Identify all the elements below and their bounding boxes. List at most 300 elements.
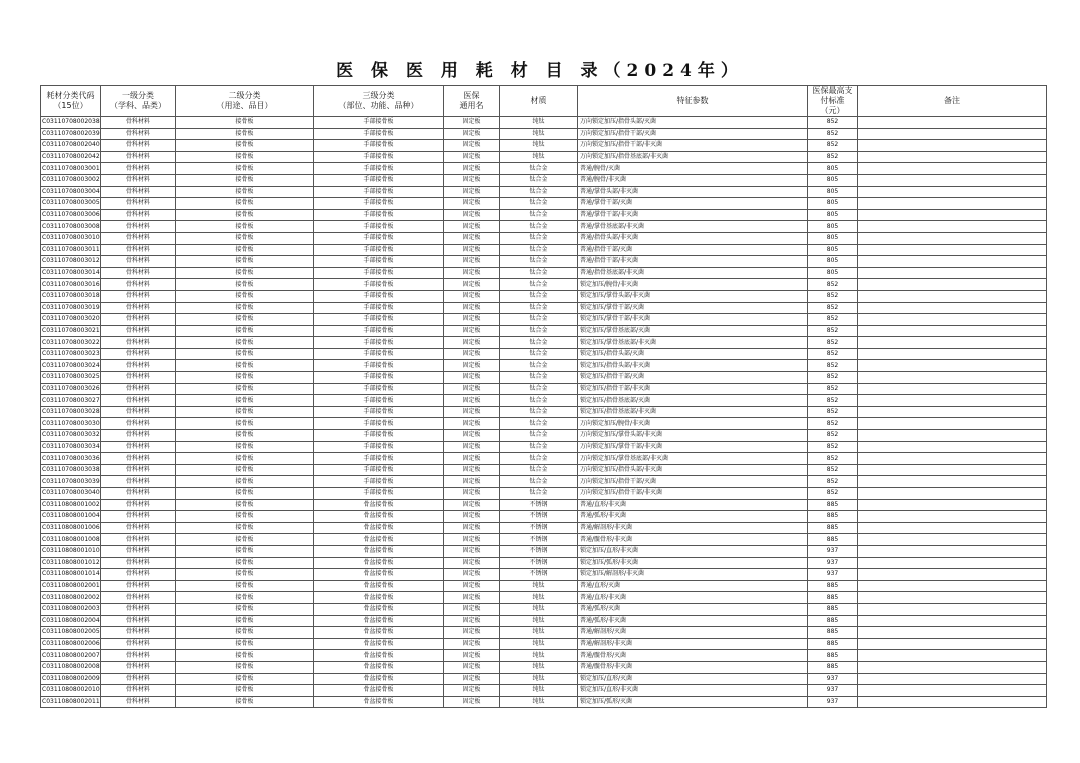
cell-level3: 骨盆接骨板: [314, 685, 444, 697]
cell-level2: 接骨板: [176, 209, 314, 221]
cell-material: 不锈钢: [500, 511, 578, 523]
cell-generic-name: 固定板: [444, 221, 500, 233]
cell-level2: 接骨板: [176, 117, 314, 129]
cell-level3: 手部接骨板: [314, 267, 444, 279]
table-row: [41, 534, 1047, 546]
cell-code: C03110708003027: [41, 395, 101, 407]
cell-level1: 骨科材料: [101, 209, 176, 221]
cell-generic-name: 固定板: [444, 418, 500, 430]
cell-code: C03110808001006: [41, 522, 101, 534]
cell-remarks: [858, 476, 1047, 488]
cell-remarks: [858, 267, 1047, 279]
cell-features: 普通/掌骨干部/灭菌: [578, 198, 808, 210]
cell-max-payment: 885: [808, 511, 858, 523]
cell-features: 锁定加压/掌骨干部/非灭菌: [578, 314, 808, 326]
cell-material: 钛合金: [500, 430, 578, 442]
cell-level2: 接骨板: [176, 256, 314, 268]
cell-max-payment: 937: [808, 557, 858, 569]
cell-remarks: [858, 673, 1047, 685]
table-row: [41, 372, 1047, 384]
cell-level1: 骨科材料: [101, 337, 176, 349]
cell-generic-name: 固定板: [444, 267, 500, 279]
page-title: 医 保 医 用 耗 材 目 录（2024年）: [336, 61, 744, 81]
table-row: [41, 418, 1047, 430]
cell-remarks: [858, 511, 1047, 523]
cell-code: C03110708003032: [41, 430, 101, 442]
cell-code: C03110808002003: [41, 603, 101, 615]
cell-features: 锁定加压/指骨基底部/灭菌: [578, 395, 808, 407]
cell-remarks: [858, 256, 1047, 268]
cell-generic-name: 固定板: [444, 603, 500, 615]
cell-level1: 骨科材料: [101, 464, 176, 476]
cell-level2: 接骨板: [176, 511, 314, 523]
cell-level2: 接骨板: [176, 592, 314, 604]
cell-level1: 骨科材料: [101, 244, 176, 256]
cell-features: 锁定加压/直形/灭菌: [578, 673, 808, 685]
cell-code: C03110808002006: [41, 638, 101, 650]
cell-remarks: [858, 302, 1047, 314]
cell-level1: 骨科材料: [101, 117, 176, 129]
cell-level2: 接骨板: [176, 488, 314, 500]
cell-remarks: [858, 615, 1047, 627]
cell-level1: 骨科材料: [101, 348, 176, 360]
cell-features: 普通/弧形/非灭菌: [578, 511, 808, 523]
cell-level3: 骨盆接骨板: [314, 580, 444, 592]
cell-level3: 骨盆接骨板: [314, 592, 444, 604]
cell-generic-name: 固定板: [444, 557, 500, 569]
cell-remarks: [858, 337, 1047, 349]
cell-level3: 骨盆接骨板: [314, 650, 444, 662]
cell-code: C03110808002005: [41, 627, 101, 639]
cell-level2: 接骨板: [176, 198, 314, 210]
cell-max-payment: 937: [808, 696, 858, 708]
cell-level3: 手部接骨板: [314, 128, 444, 140]
cell-remarks: [858, 383, 1047, 395]
cell-features: 普通/弧形/灭菌: [578, 603, 808, 615]
cell-generic-name: 固定板: [444, 650, 500, 662]
cell-generic-name: 固定板: [444, 372, 500, 384]
cell-level3: 手部接骨板: [314, 418, 444, 430]
cell-level1: 骨科材料: [101, 638, 176, 650]
cell-max-payment: 852: [808, 348, 858, 360]
cell-material: 钛合金: [500, 476, 578, 488]
cell-code: C03110708003020: [41, 314, 101, 326]
cell-level1: 骨科材料: [101, 174, 176, 186]
table-row: [41, 256, 1047, 268]
cell-remarks: [858, 290, 1047, 302]
cell-remarks: [858, 685, 1047, 697]
cell-features: 万向锁定加压/指骨干部/非灭菌: [578, 488, 808, 500]
cell-level1: 骨科材料: [101, 279, 176, 291]
cell-level1: 骨科材料: [101, 163, 176, 175]
cell-level1: 骨科材料: [101, 696, 176, 708]
cell-level3: 手部接骨板: [314, 348, 444, 360]
cell-level3: 手部接骨板: [314, 256, 444, 268]
cell-code: C03110808002001: [41, 580, 101, 592]
cell-code: C03110708002038: [41, 117, 101, 129]
cell-remarks: [858, 592, 1047, 604]
cell-level2: 接骨板: [176, 151, 314, 163]
table-row: [41, 360, 1047, 372]
cell-level3: 手部接骨板: [314, 221, 444, 233]
cell-remarks: [858, 372, 1047, 384]
cell-features: 普通/指骨干部/灭菌: [578, 244, 808, 256]
cell-features: 锁定加压/掌骨基底部/非灭菌: [578, 337, 808, 349]
cell-level3: 手部接骨板: [314, 290, 444, 302]
cell-generic-name: 固定板: [444, 198, 500, 210]
cell-remarks: [858, 661, 1047, 673]
cell-remarks: [858, 117, 1047, 129]
cell-features: 锁定加压/指骨干部/灭菌: [578, 372, 808, 384]
cell-max-payment: 852: [808, 314, 858, 326]
cell-features: 锁定加压/掌骨基底部/灭菌: [578, 325, 808, 337]
cell-level2: 接骨板: [176, 232, 314, 244]
cell-level2: 接骨板: [176, 627, 314, 639]
cell-features: 锁定加压/弧形/非灭菌: [578, 557, 808, 569]
cell-level2: 接骨板: [176, 545, 314, 557]
table-row: [41, 174, 1047, 186]
cell-remarks: [858, 418, 1047, 430]
cell-code: C03110808002004: [41, 615, 101, 627]
table-row: [41, 638, 1047, 650]
cell-level3: 骨盆接骨板: [314, 673, 444, 685]
cell-material: 钛合金: [500, 163, 578, 175]
cell-level3: 手部接骨板: [314, 244, 444, 256]
cell-remarks: [858, 696, 1047, 708]
cell-level1: 骨科材料: [101, 383, 176, 395]
cell-material: 纯钛: [500, 650, 578, 662]
cell-generic-name: 固定板: [444, 290, 500, 302]
cell-features: 普通/掌骨干部/非灭菌: [578, 209, 808, 221]
cell-material: 纯钛: [500, 117, 578, 129]
cell-level1: 骨科材料: [101, 267, 176, 279]
cell-generic-name: 固定板: [444, 232, 500, 244]
cell-features: 普通/解剖形/灭菌: [578, 627, 808, 639]
cell-level3: 手部接骨板: [314, 163, 444, 175]
cell-max-payment: 852: [808, 290, 858, 302]
cell-max-payment: 852: [808, 151, 858, 163]
cell-code: C03110708003022: [41, 337, 101, 349]
cell-code: C03110808002002: [41, 592, 101, 604]
cell-material: 不锈钢: [500, 557, 578, 569]
cell-code: C03110808002011: [41, 696, 101, 708]
cell-level3: 手部接骨板: [314, 186, 444, 198]
cell-code: C03110708003036: [41, 453, 101, 465]
cell-material: 钛合金: [500, 488, 578, 500]
cell-level1: 骨科材料: [101, 198, 176, 210]
cell-features: 万向锁定加压/指骨干部/灭菌: [578, 476, 808, 488]
cell-level1: 骨科材料: [101, 325, 176, 337]
table-row: [41, 314, 1047, 326]
cell-max-payment: 885: [808, 603, 858, 615]
cell-generic-name: 固定板: [444, 545, 500, 557]
cell-level3: 手部接骨板: [314, 314, 444, 326]
cell-level1: 骨科材料: [101, 232, 176, 244]
cell-generic-name: 固定板: [444, 337, 500, 349]
cell-material: 钛合金: [500, 221, 578, 233]
cell-code: C03110808001002: [41, 499, 101, 511]
table-row: [41, 592, 1047, 604]
cell-features: 普通/髋骨形/非灭菌: [578, 534, 808, 546]
cell-level2: 接骨板: [176, 522, 314, 534]
cell-generic-name: 固定板: [444, 128, 500, 140]
cell-level3: 手部接骨板: [314, 209, 444, 221]
cell-level3: 手部接骨板: [314, 174, 444, 186]
cell-generic-name: 固定板: [444, 395, 500, 407]
cell-remarks: [858, 128, 1047, 140]
cell-max-payment: 805: [808, 186, 858, 198]
cell-level2: 接骨板: [176, 673, 314, 685]
cell-level1: 骨科材料: [101, 603, 176, 615]
cell-code: C03110708003006: [41, 209, 101, 221]
table-row: [41, 545, 1047, 557]
cell-features: 锁定加压/指骨干部/非灭菌: [578, 383, 808, 395]
cell-level1: 骨科材料: [101, 418, 176, 430]
cell-material: 纯钛: [500, 140, 578, 152]
header-code: 耗材分类代码 （15位）: [41, 86, 101, 117]
cell-material: 钛合金: [500, 279, 578, 291]
cell-remarks: [858, 221, 1047, 233]
cell-material: 钛合金: [500, 383, 578, 395]
table-row: [41, 627, 1047, 639]
cell-code: C03110708003024: [41, 360, 101, 372]
table-row: [41, 685, 1047, 697]
table-row: [41, 511, 1047, 523]
cell-generic-name: 固定板: [444, 151, 500, 163]
cell-remarks: [858, 140, 1047, 152]
table-row: [41, 383, 1047, 395]
cell-level2: 接骨板: [176, 464, 314, 476]
cell-material: 钛合金: [500, 348, 578, 360]
cell-features: 普通/指骨头部/非灭菌: [578, 232, 808, 244]
cell-generic-name: 固定板: [444, 302, 500, 314]
cell-max-payment: 937: [808, 545, 858, 557]
cell-code: C03110708003004: [41, 186, 101, 198]
cell-remarks: [858, 464, 1047, 476]
cell-level2: 接骨板: [176, 476, 314, 488]
cell-level3: 手部接骨板: [314, 453, 444, 465]
cell-level1: 骨科材料: [101, 302, 176, 314]
cell-remarks: [858, 650, 1047, 662]
cell-level2: 接骨板: [176, 650, 314, 662]
cell-level2: 接骨板: [176, 453, 314, 465]
table-row: [41, 522, 1047, 534]
cell-material: 钛合金: [500, 406, 578, 418]
cell-material: 纯钛: [500, 638, 578, 650]
cell-max-payment: 852: [808, 128, 858, 140]
header-generic-name: 医保 通用名: [444, 86, 500, 117]
cell-material: 钛合金: [500, 337, 578, 349]
cell-level1: 骨科材料: [101, 580, 176, 592]
table-row: [41, 615, 1047, 627]
cell-remarks: [858, 488, 1047, 500]
cell-remarks: [858, 198, 1047, 210]
cell-level3: 手部接骨板: [314, 476, 444, 488]
cell-level2: 接骨板: [176, 360, 314, 372]
cell-remarks: [858, 603, 1047, 615]
table-row: [41, 163, 1047, 175]
cell-features: 锁定加压/直形/非灭菌: [578, 545, 808, 557]
cell-max-payment: 852: [808, 383, 858, 395]
cell-material: 不锈钢: [500, 499, 578, 511]
table-row: [41, 673, 1047, 685]
cell-features: 锁定加压/解剖形/非灭菌: [578, 569, 808, 581]
cell-level3: 骨盆接骨板: [314, 569, 444, 581]
cell-level2: 接骨板: [176, 406, 314, 418]
cell-remarks: [858, 627, 1047, 639]
cell-level1: 骨科材料: [101, 673, 176, 685]
cell-max-payment: 937: [808, 685, 858, 697]
table-row: [41, 186, 1047, 198]
cell-max-payment: 805: [808, 244, 858, 256]
cell-code: C03110808001004: [41, 511, 101, 523]
cell-remarks: [858, 151, 1047, 163]
cell-level3: 手部接骨板: [314, 232, 444, 244]
table-row: [41, 117, 1047, 129]
cell-features: 普通/腕骨/非灭菌: [578, 174, 808, 186]
table-row: [41, 499, 1047, 511]
cell-remarks: [858, 406, 1047, 418]
table-row: [41, 151, 1047, 163]
cell-features: 万向锁定加压/指骨干部/非灭菌: [578, 140, 808, 152]
cell-features: 普通/弧形/非灭菌: [578, 615, 808, 627]
cell-features: 锁定加压/指骨头部/非灭菌: [578, 360, 808, 372]
cell-material: 纯钛: [500, 685, 578, 697]
cell-generic-name: 固定板: [444, 209, 500, 221]
cell-features: 普通/腕骨/灭菌: [578, 163, 808, 175]
cell-material: 纯钛: [500, 592, 578, 604]
cell-generic-name: 固定板: [444, 476, 500, 488]
cell-generic-name: 固定板: [444, 325, 500, 337]
cell-max-payment: 852: [808, 441, 858, 453]
cell-remarks: [858, 279, 1047, 291]
cell-max-payment: 805: [808, 221, 858, 233]
cell-level3: 手部接骨板: [314, 441, 444, 453]
cell-level1: 骨科材料: [101, 627, 176, 639]
cell-level2: 接骨板: [176, 615, 314, 627]
cell-level1: 骨科材料: [101, 557, 176, 569]
cell-code: C03110708003040: [41, 488, 101, 500]
cell-level3: 手部接骨板: [314, 488, 444, 500]
cell-generic-name: 固定板: [444, 661, 500, 673]
cell-material: 钛合金: [500, 290, 578, 302]
cell-level3: 手部接骨板: [314, 430, 444, 442]
header-remarks: 备注: [858, 86, 1047, 117]
cell-max-payment: 852: [808, 372, 858, 384]
table-row: [41, 580, 1047, 592]
cell-max-payment: 805: [808, 256, 858, 268]
cell-remarks: [858, 360, 1047, 372]
cell-level2: 接骨板: [176, 302, 314, 314]
cell-remarks: [858, 499, 1047, 511]
cell-code: C03110808001014: [41, 569, 101, 581]
table-row: [41, 476, 1047, 488]
cell-code: C03110808002008: [41, 661, 101, 673]
cell-material: 钛合金: [500, 441, 578, 453]
table-row: [41, 406, 1047, 418]
cell-level3: 骨盆接骨板: [314, 534, 444, 546]
cell-features: 万向锁定加压/掌骨头部/非灭菌: [578, 430, 808, 442]
table-row: [41, 198, 1047, 210]
cell-level3: 骨盆接骨板: [314, 522, 444, 534]
cell-features: 万向锁定加压/掌骨干部/非灭菌: [578, 441, 808, 453]
cell-features: 万向锁定加压/腕骨/非灭菌: [578, 418, 808, 430]
cell-generic-name: 固定板: [444, 522, 500, 534]
cell-features: 锁定加压/指骨头部/灭菌: [578, 348, 808, 360]
cell-material: 钛合金: [500, 256, 578, 268]
cell-remarks: [858, 186, 1047, 198]
cell-max-payment: 885: [808, 627, 858, 639]
cell-max-payment: 852: [808, 279, 858, 291]
cell-code: C03110708003010: [41, 232, 101, 244]
cell-material: 钛合金: [500, 464, 578, 476]
cell-remarks: [858, 244, 1047, 256]
cell-material: 纯钛: [500, 615, 578, 627]
cell-generic-name: 固定板: [444, 534, 500, 546]
cell-max-payment: 852: [808, 476, 858, 488]
cell-level3: 手部接骨板: [314, 279, 444, 291]
catalog-table: [40, 85, 1047, 708]
cell-generic-name: 固定板: [444, 627, 500, 639]
cell-material: 纯钛: [500, 673, 578, 685]
cell-code: C03110708003008: [41, 221, 101, 233]
cell-generic-name: 固定板: [444, 580, 500, 592]
cell-generic-name: 固定板: [444, 117, 500, 129]
cell-level1: 骨科材料: [101, 650, 176, 662]
cell-material: 纯钛: [500, 580, 578, 592]
cell-max-payment: 852: [808, 117, 858, 129]
cell-level1: 骨科材料: [101, 151, 176, 163]
cell-level2: 接骨板: [176, 430, 314, 442]
cell-max-payment: 805: [808, 232, 858, 244]
cell-features: 普通/指骨基底部/非灭菌: [578, 267, 808, 279]
table-row: [41, 464, 1047, 476]
cell-generic-name: 固定板: [444, 186, 500, 198]
cell-level3: 骨盆接骨板: [314, 696, 444, 708]
cell-material: 钛合金: [500, 395, 578, 407]
cell-level2: 接骨板: [176, 325, 314, 337]
table-row: [41, 279, 1047, 291]
table-row: [41, 337, 1047, 349]
cell-remarks: [858, 325, 1047, 337]
cell-material: 钛合金: [500, 267, 578, 279]
table-row: [41, 244, 1047, 256]
cell-level2: 接骨板: [176, 348, 314, 360]
cell-max-payment: 852: [808, 337, 858, 349]
cell-level3: 骨盆接骨板: [314, 661, 444, 673]
table-row: [41, 603, 1047, 615]
cell-generic-name: 固定板: [444, 569, 500, 581]
cell-max-payment: 805: [808, 267, 858, 279]
cell-code: C03110708003038: [41, 464, 101, 476]
table-row: [41, 430, 1047, 442]
cell-level2: 接骨板: [176, 163, 314, 175]
cell-material: 纯钛: [500, 627, 578, 639]
cell-code: C03110708003016: [41, 279, 101, 291]
cell-level2: 接骨板: [176, 186, 314, 198]
cell-level1: 骨科材料: [101, 615, 176, 627]
cell-level1: 骨科材料: [101, 186, 176, 198]
cell-level2: 接骨板: [176, 383, 314, 395]
cell-code: C03110708003021: [41, 325, 101, 337]
cell-remarks: [858, 557, 1047, 569]
cell-material: 不锈钢: [500, 545, 578, 557]
cell-level1: 骨科材料: [101, 592, 176, 604]
cell-generic-name: 固定板: [444, 314, 500, 326]
cell-level3: 手部接骨板: [314, 372, 444, 384]
cell-max-payment: 885: [808, 580, 858, 592]
cell-level1: 骨科材料: [101, 476, 176, 488]
